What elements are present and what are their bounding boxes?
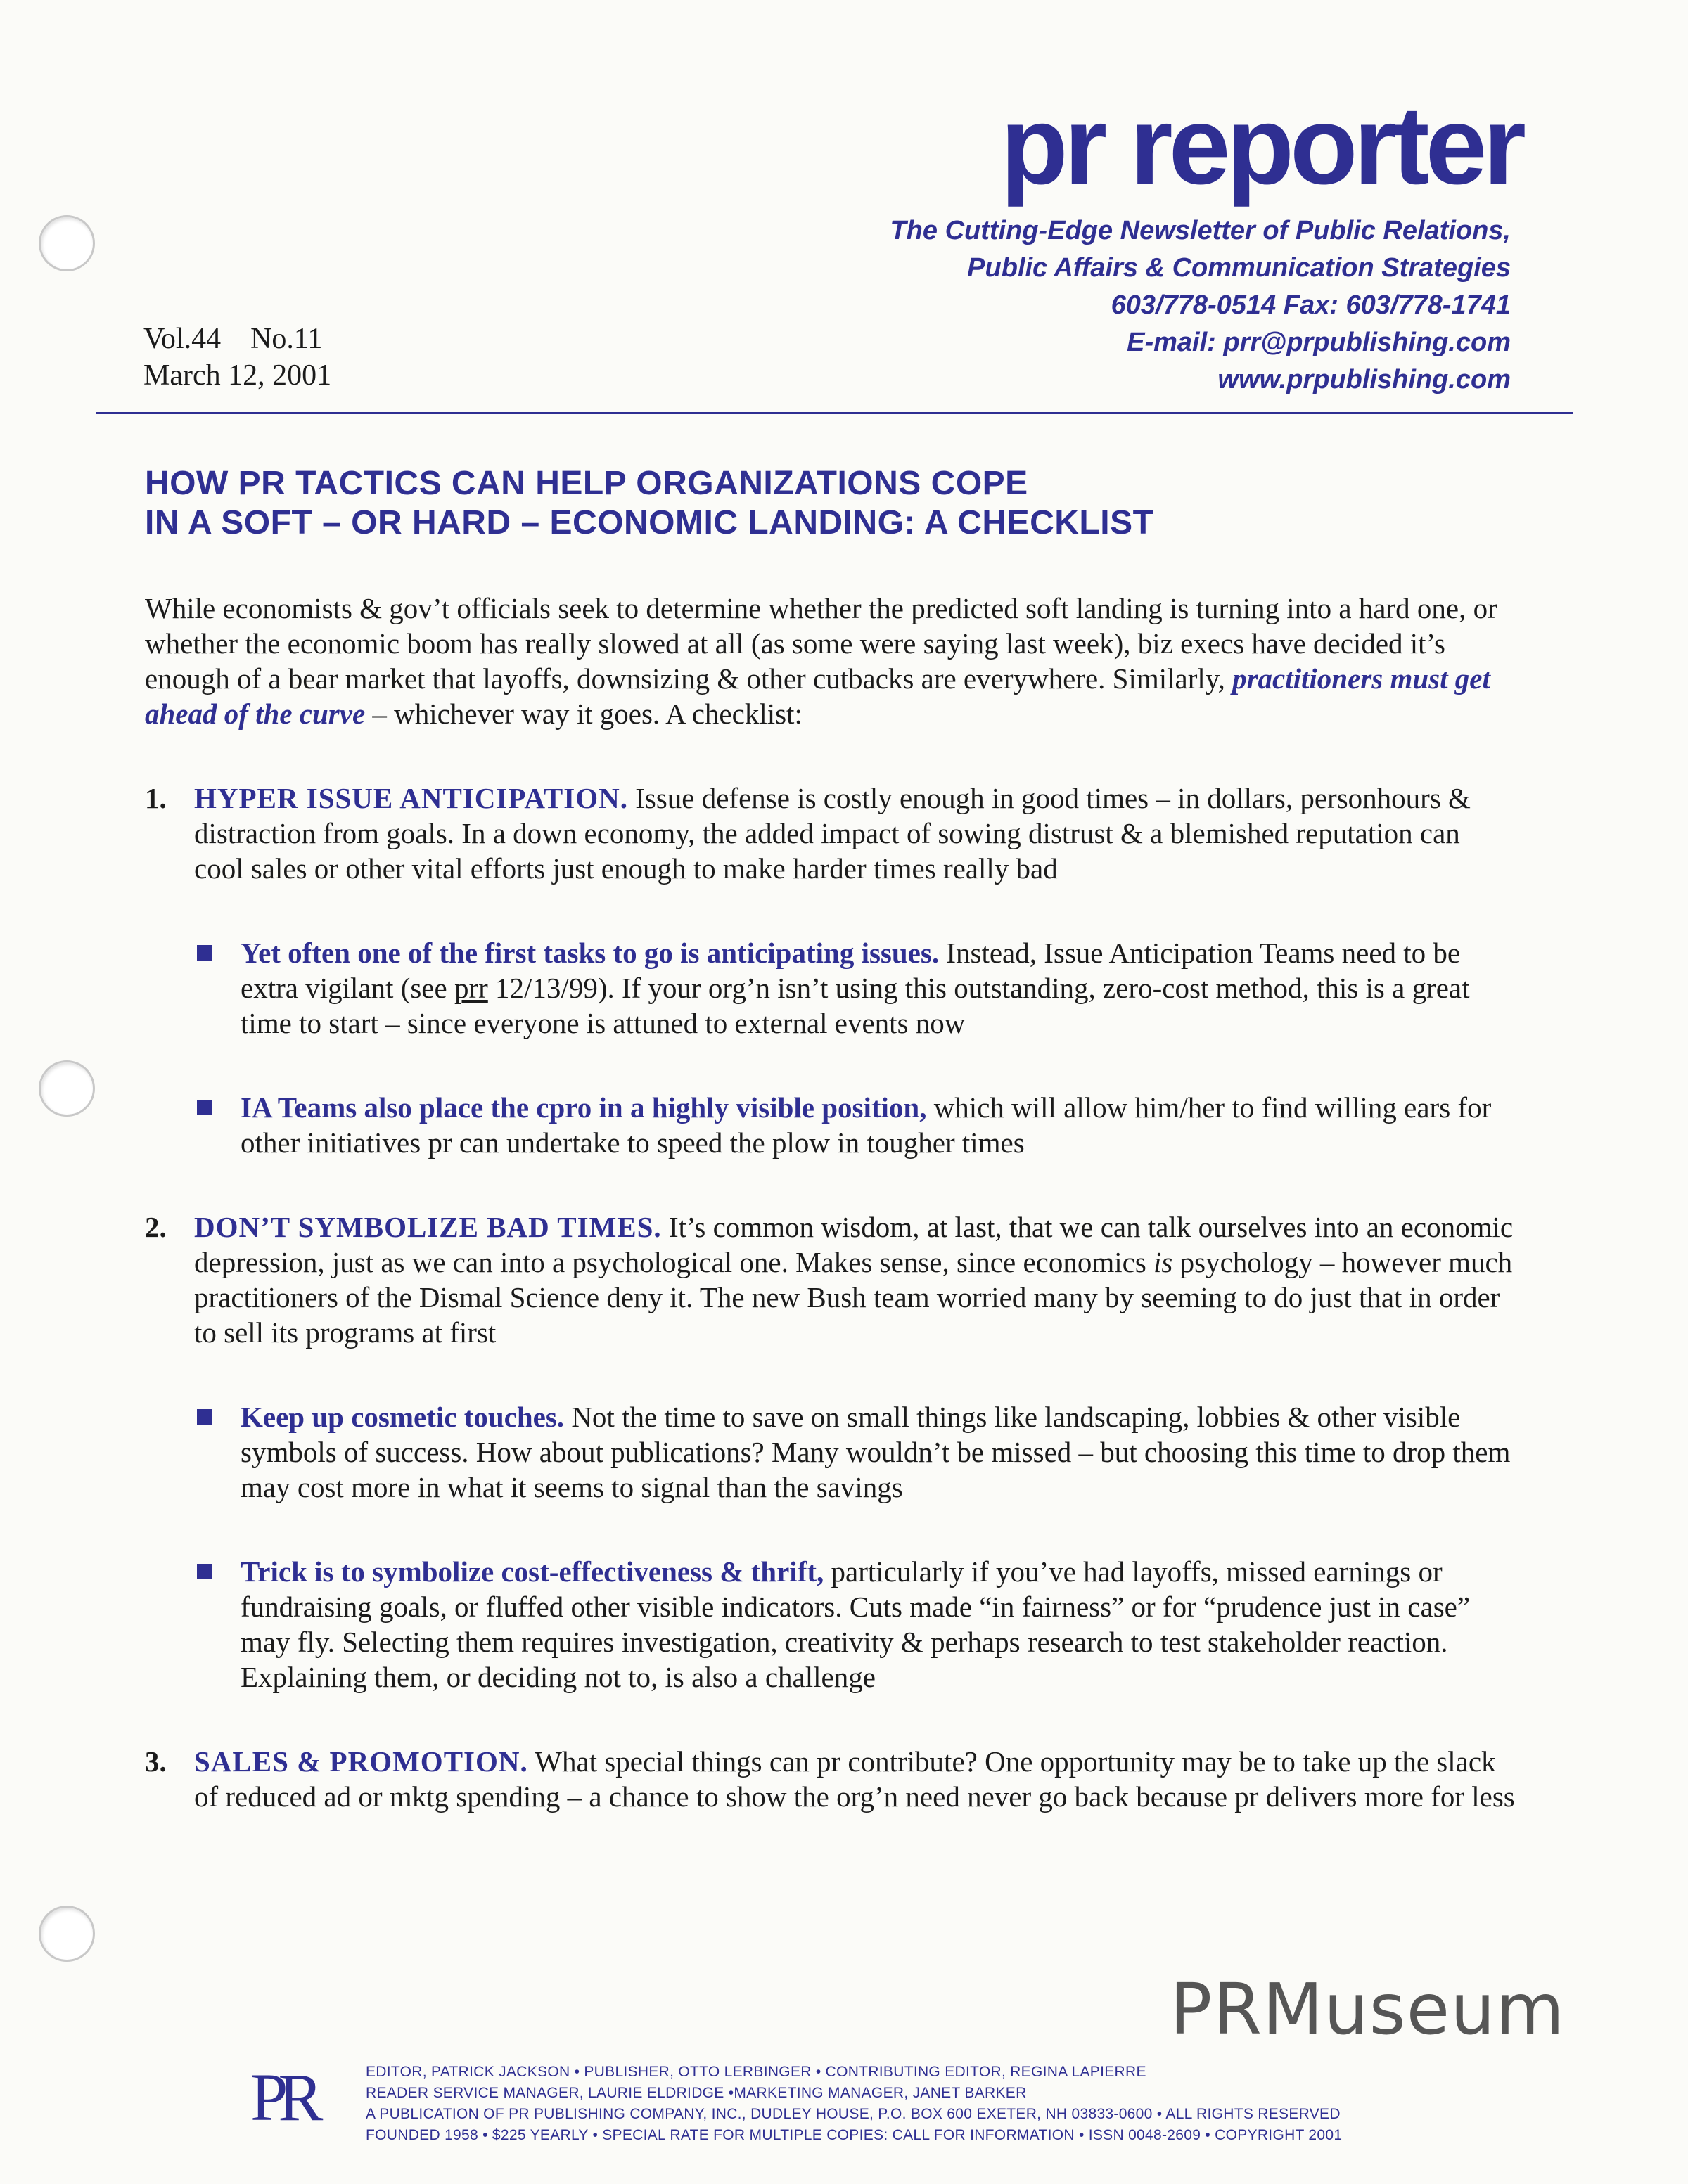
binder-hole-bottom xyxy=(39,1906,95,1962)
headline-line-2: IN A SOFT – OR HARD – ECONOMIC LANDING: A CHECKLIST xyxy=(145,504,1154,541)
newsletter-logo: pr reporter xyxy=(1000,84,1522,207)
bullet-text xyxy=(241,1554,1516,1695)
prmuseum-watermark: PRMuseum xyxy=(1170,1968,1565,2050)
bullet-lead: Yet often one of the first tasks to go is anticipating issues. xyxy=(241,937,940,969)
item-lead: HYPER ISSUE ANTICIPATION. xyxy=(194,782,628,814)
volume-number: Vol.44 No.11 xyxy=(143,323,323,355)
bullet-lead: Keep up cosmetic touches. xyxy=(241,1401,565,1433)
bullet-lead: IA Teams also place the cpro in a highly visible position, xyxy=(241,1091,927,1124)
intro-emphasis: practitioners must get ahead of the curve xyxy=(145,662,1490,730)
footer-line-staff: EDITOR, PATRICK JACKSON • PUBLISHER, OTTO LERBINGER • CONTRIBUTING EDITOR, REGINA LAPIERRE xyxy=(366,2064,1146,2080)
footer-line-subscription: FOUNDED 1958 • $225 YEARLY • SPECIAL RATE FOR MULTIPLE COPIES: CALL FOR INFORMATION • ISSN 0048-2609 • COPYRIGHT 2001 xyxy=(366,2127,1343,2143)
intro-text: While economists & gov’t officials seek to determine whether the predicted soft landing is turning into a hard one, or whether the economic boom has really slowed at all (as some were saying last week), biz execs have decided it’s enough of a bear market that layoffs, downsizing & other cutbacks are everywhere. Similarly, xyxy=(145,592,1497,695)
item-lead: SALES & PROMOTION. xyxy=(194,1745,528,1778)
tagline-line-1: The Cutting-Edge Newsletter of Public Relations, xyxy=(890,216,1511,245)
item-body: What special things can pr contribute? One opportunity may be to take up the slack of reduced ad or mktg spending – a chance to show the org’n need never go back because pr delivers more for less xyxy=(194,1745,1515,1813)
square-bullet-icon xyxy=(197,945,212,961)
item-number: 1. xyxy=(145,782,167,814)
bullet-text xyxy=(241,1090,1516,1160)
square-bullet-icon xyxy=(197,1409,212,1425)
square-bullet-icon xyxy=(197,1564,212,1579)
issue-date: March 12, 2001 xyxy=(143,359,332,392)
item-number: 2. xyxy=(145,1211,167,1243)
intro-text-end: – whichever way it goes. A checklist: xyxy=(365,698,803,730)
square-bullet-icon xyxy=(197,1100,212,1115)
masthead-tagline xyxy=(596,212,1511,399)
bullet-item xyxy=(145,1090,1516,1160)
item-text xyxy=(194,781,1516,886)
bullet-item xyxy=(145,1399,1516,1505)
email-line: E-mail: prr@prpublishing.com xyxy=(1127,328,1511,357)
item-body-end: psychology – however much practitioners of the Dismal Science deny it. The new Bush team worried many by seeming to do just that in order to sell its programs at first xyxy=(194,1246,1513,1349)
item-text xyxy=(194,1744,1516,1814)
footer-line-managers: READER SERVICE MANAGER, LAURIE ELDRIDGE •MARKETING MANAGER, JANET BARKER xyxy=(366,2085,1027,2101)
bullet-lead: Trick is to symbolize cost-effectiveness & thrift, xyxy=(241,1555,824,1588)
spacer xyxy=(145,1160,1516,1209)
item-text xyxy=(194,1209,1516,1350)
publisher-monogram-logo: PR xyxy=(250,2060,314,2135)
footer-line-publisher: A PUBLICATION OF PR PUBLISHING COMPANY, INC., DUDLEY HOUSE, P.O. BOX 600 EXETER, NH 03833-0600 • ALL RIGHTS RESERVED xyxy=(366,2106,1341,2122)
masthead-divider xyxy=(96,412,1573,414)
bullet-text xyxy=(241,935,1516,1041)
masthead-footer xyxy=(366,2062,1342,2146)
intro-paragraph xyxy=(145,591,1516,731)
spacer xyxy=(145,1695,1516,1744)
article-body xyxy=(145,591,1516,1814)
item-number: 3. xyxy=(145,1745,167,1778)
website-line: www.prpublishing.com xyxy=(1217,365,1511,394)
article-headline xyxy=(145,464,1153,543)
binder-hole-middle xyxy=(39,1060,95,1117)
checklist-item-2 xyxy=(145,1209,1516,1350)
prr-reference: prr xyxy=(454,972,488,1004)
item-lead: DON’T SYMBOLIZE BAD TIMES. xyxy=(194,1211,662,1243)
bullet-body-end: 12/13/99). If your org’n isn’t using this outstanding, zero-cost method, this is a great time to start – since everyone is attuned to external events now xyxy=(241,972,1470,1039)
item-body: It’s common wisdom, at last, that we can talk ourselves into an economic depression, just as we can into a psychological one. Makes sense, since economics xyxy=(194,1211,1514,1278)
bullet-text xyxy=(241,1399,1516,1505)
bullet-body: Not the time to save on small things like landscaping, lobbies & other visible symbols of success. How about publications? Many wouldn’t be missed – but choosing this time to drop them may cost more in what it seems to signal than the savings xyxy=(241,1401,1511,1503)
headline-line-1: HOW PR TACTICS CAN HELP ORGANIZATIONS COPE xyxy=(145,465,1028,502)
phone-fax-line: 603/778-0514 Fax: 603/778-1741 xyxy=(1111,290,1511,320)
bullet-item xyxy=(145,935,1516,1041)
checklist-item-1 xyxy=(145,781,1516,886)
issue-info xyxy=(143,321,331,394)
item-italic: is xyxy=(1153,1246,1173,1278)
binder-hole-top xyxy=(39,215,95,271)
bullet-body: Instead, Issue Anticipation Teams need to be extra vigilant (see xyxy=(241,937,1461,1004)
item-body: Issue defense is costly enough in good times – in dollars, personhours & distraction from goals. In a down economy, the added impact of sowing distrust & a blemished reputation can cool sales or other vital efforts just enough to make harder times really bad xyxy=(194,782,1471,885)
tagline-line-2: Public Affairs & Communication Strategies xyxy=(967,253,1511,283)
bullet-item xyxy=(145,1554,1516,1695)
bullet-body: particularly if you’ve had layoffs, missed earnings or fundraising goals, or fluffed other visible indicators. Cuts made “in fairness” or for “prudence just in case” may fly. Selecting them requires investigation, creativity & perhaps research to test stakeholder reaction. Explaining them, or deciding not to, is also a challenge xyxy=(241,1555,1471,1693)
bullet-body: which will allow him/her to find willing ears for other initiatives pr can undertake to speed the plow in tougher times xyxy=(241,1091,1492,1159)
checklist-item-3 xyxy=(145,1744,1516,1814)
